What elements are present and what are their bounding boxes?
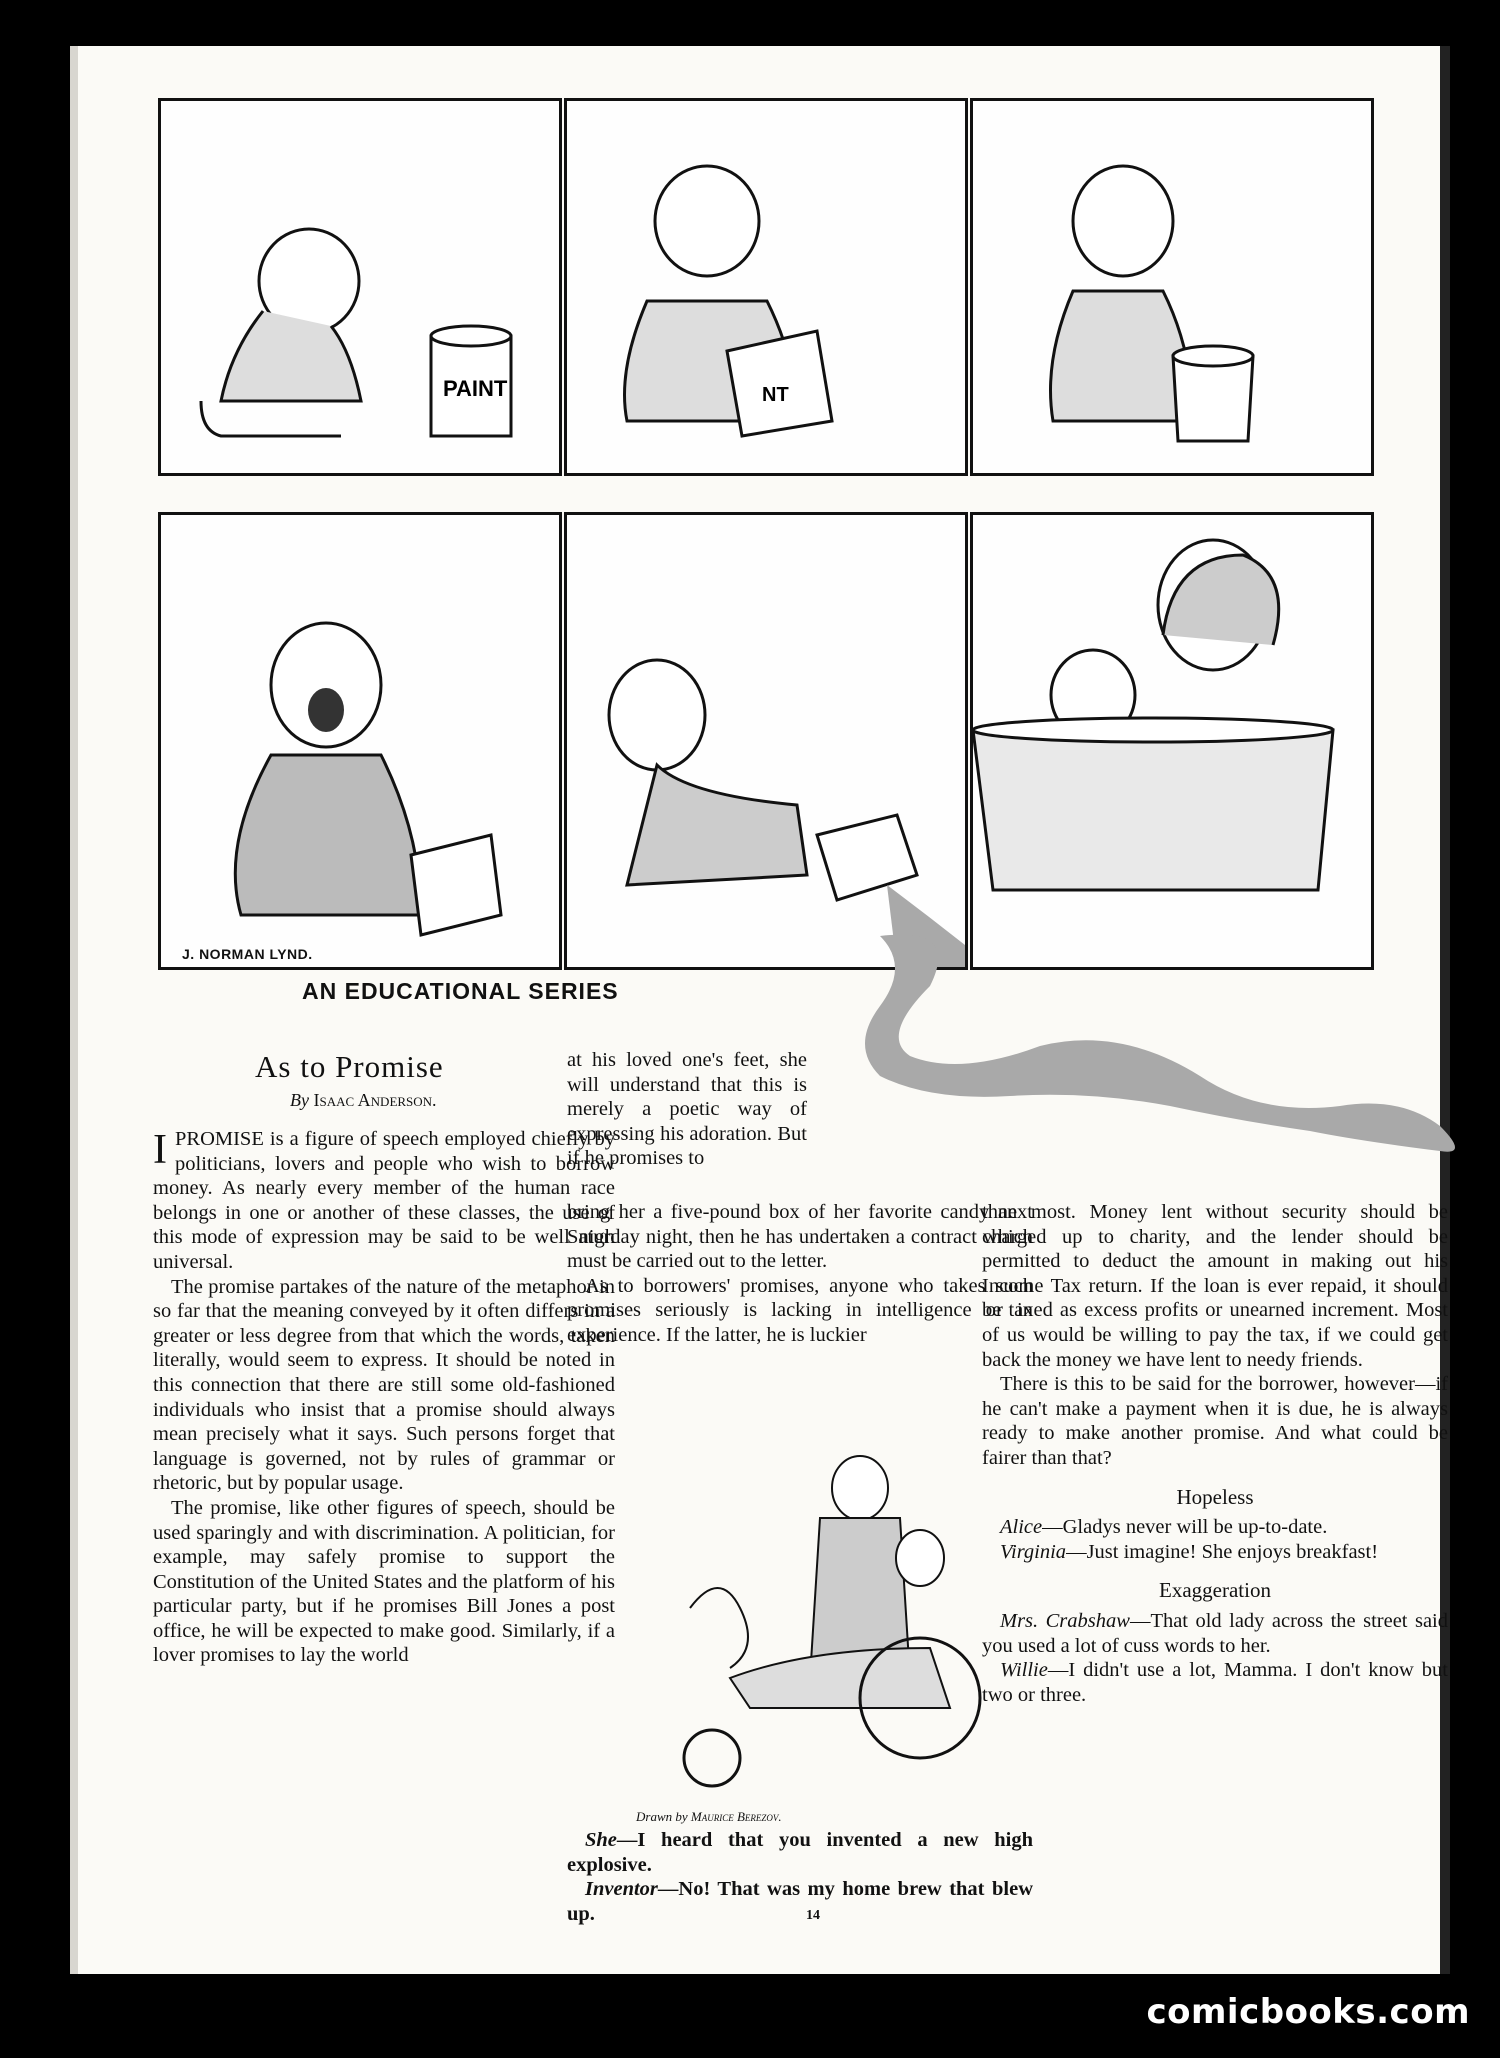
- magazine-page: [70, 46, 1450, 1974]
- baby-tasting-paint-drawing: [973, 101, 1371, 473]
- joke-speaker-willie: Willie: [1000, 1659, 1048, 1682]
- article-column-1: [153, 1127, 615, 1668]
- article-paragraph-7: than most. Money lent without security should be charged up to charity, and the lender should be permitted to deduct the amount in making out his Income Tax return. If the loan is ever repaid, it should be taxed as excess profits or unearned increment. Most of us would be willing to pay the tax, if we could get back the money we have lent to needy friends.: [982, 1201, 1448, 1371]
- article-column-2-narrow: [567, 1048, 807, 1171]
- article-title: As to Promise: [255, 1049, 444, 1084]
- article-paragraph-2: The promise partakes of the nature of the metaphor in so far that the meaning conveyed by it often differs in a greater or less degree from that which the words, taken literally, would seem to express. It should be noted in this connection that there are still some old-fashioned individuals who insist that a promise should always mean precisely what it says. Such persons forget that language is governed, not by rules of grammar or rhetoric, but by popular usage.: [153, 1275, 615, 1495]
- article-paragraph-8: There is this to be said for the borrower, however—if he can't make a payment when it is due, he is always ready to make another promise. And what could be fairer than that?: [982, 1373, 1448, 1469]
- baby-crying-drawing: [161, 515, 559, 967]
- joke-heading-exaggeration: Exaggeration: [1159, 1578, 1271, 1603]
- paint-can-label-partial: NT: [762, 384, 789, 406]
- joke-speaker-virginia: Virginia: [1000, 1540, 1067, 1563]
- joke-line-she: —I heard that you invented a new high explosive.: [567, 1829, 1033, 1876]
- comic-panel-4: [158, 512, 562, 970]
- joke-explosive: [567, 1828, 1033, 1926]
- illustration-credit: [636, 1809, 782, 1825]
- joke-line-inventor: —No! That was my home brew that blew up.: [567, 1878, 1033, 1925]
- article-column-3: [982, 1200, 1448, 1707]
- joke-speaker-she: She: [585, 1829, 617, 1851]
- comic-panel-2: [564, 98, 968, 476]
- joke-heading-hopeless: Hopeless: [1176, 1484, 1254, 1509]
- inventor-and-woman-drawing: [650, 1448, 1030, 1803]
- joke-speaker-inventor: Inventor: [585, 1878, 658, 1901]
- comic-panel-1: [158, 98, 562, 476]
- joke-line-crabshaw: —That old lady across the street said you used a lot of cuss words to her.: [982, 1609, 1448, 1657]
- paint-can-label: PAINT: [443, 376, 508, 401]
- site-watermark: comicbooks.com: [1146, 1992, 1470, 2032]
- byline-author: Isaac Anderson.: [313, 1090, 437, 1110]
- joke-speaker-crabshaw: Mrs. Crabshaw: [1000, 1609, 1130, 1632]
- article-paragraph-6: As to borrowers' promises, anyone who takes such promises seriously is lacking in intelligence or in experience. If the latter, he is luckier: [567, 1274, 1033, 1346]
- article-paragraph-3: The promise, like other figures of speech, should be used sparingly and with discrimination. A politician, for example, may safely promise to support the Constitution of the United States and the platform of his particular party, but if he promises Bill Jones a post office, he will be expected to make good. Similarly, if a lover promises to lay the world: [153, 1496, 615, 1667]
- credit-artist: Maurice Berezov.: [690, 1809, 782, 1824]
- joke-line-virginia: —Just imagine! She enjoys breakfast!: [1066, 1540, 1379, 1563]
- credit-prefix: Drawn by: [636, 1809, 688, 1824]
- baby-with-paint-drawing: [567, 101, 965, 473]
- article-paragraph-4: at his loved one's feet, she will understand that this is merely a poetic way of expressing his adoration. But if he promises to: [567, 1049, 807, 1170]
- paint-spill-drawing: [840, 926, 1480, 1166]
- comic-panel-6: [970, 512, 1374, 970]
- comic-caption: AN EDUCATIONAL SERIES: [302, 978, 619, 1004]
- drop-cap: I: [153, 1127, 167, 1173]
- byline-by: By: [290, 1090, 309, 1110]
- article-column-2: [567, 1200, 1033, 1348]
- comic-panel-5: [564, 512, 968, 970]
- comic-panel-3: [970, 98, 1374, 476]
- page-number: 14: [806, 1908, 820, 1923]
- article-paragraph-5: bring her a five-pound box of her favorite candy next Saturday night, then he has undertaken a contract which must be carried out to the letter.: [567, 1201, 1033, 1273]
- artist-signature: J. NORMAN LYND.: [182, 946, 313, 962]
- baby-crawling-drawing: [161, 101, 559, 473]
- article-paragraph-1: PROMISE is a figure of speech employed chiefly by politicians, lovers and people who wish to borrow money. As nearly every member of the human race belongs in one or another of these classes, the use of this mode of expression may be said to be well nigh universal.: [153, 1128, 615, 1273]
- joke-speaker-alice: Alice: [1000, 1516, 1043, 1539]
- mother-bathing-baby-drawing: [973, 515, 1371, 967]
- baby-spilling-paint-drawing: [567, 515, 965, 967]
- article-byline: [290, 1090, 437, 1111]
- joke-line-willie: —I didn't use a lot, Mamma. I don't know but two or three.: [982, 1659, 1448, 1706]
- joke-line-alice: —Gladys never will be up-to-date.: [1042, 1516, 1328, 1539]
- page-spine: [70, 46, 78, 1974]
